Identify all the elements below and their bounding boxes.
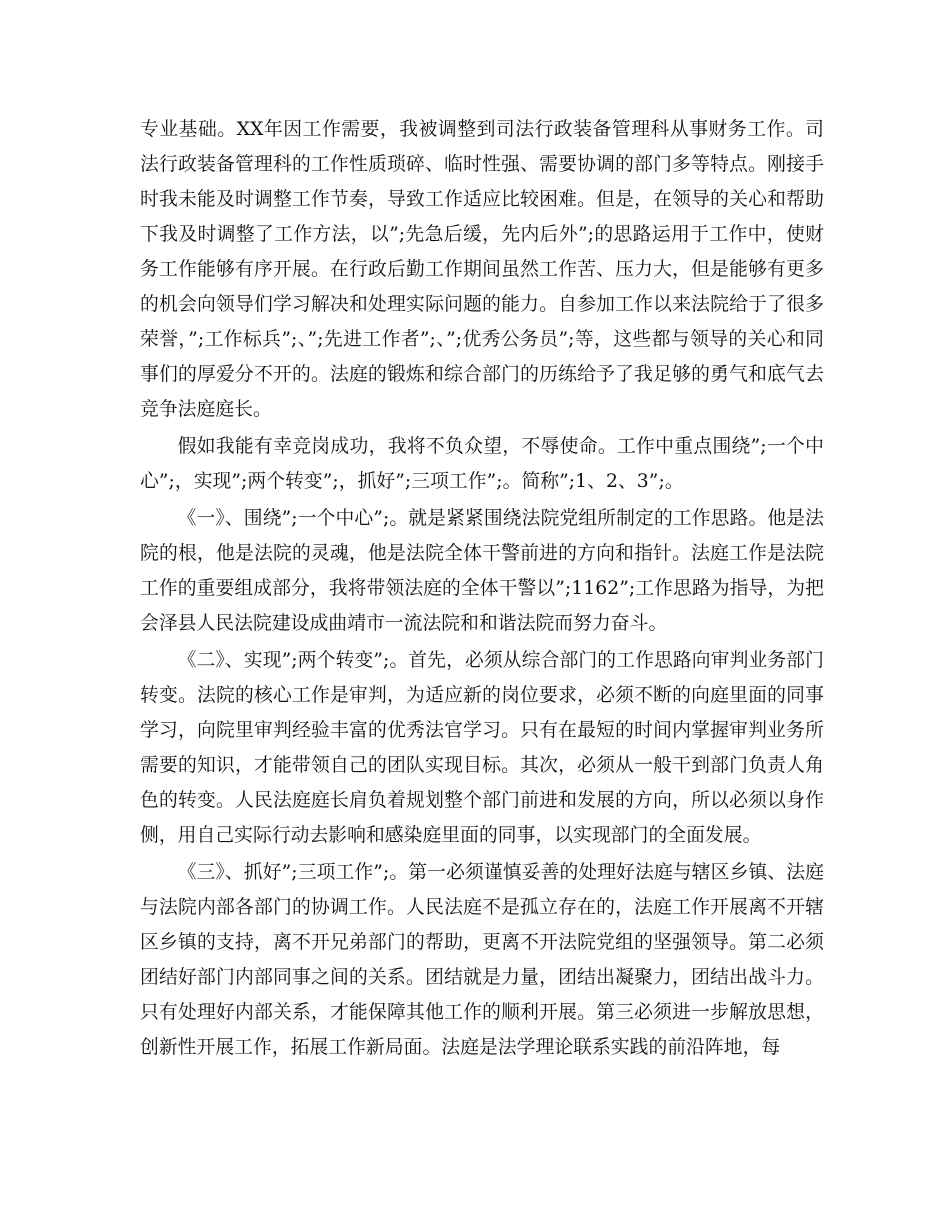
paragraph-two-transformations: 《二》、实现”;两个转变”;。首先，必须从综合部门的工作思路向审判业务部门转变。法院的核心工作是审判，为适应新的岗位要求，必须不断的向庭里面的同事学习，向院里审判经验丰富的优秀法官学习。只有在最短的时间内掌握审判业务所需要的知识，才能带领自己的团队实现目标。其次，必须从一般干到部门负责人角色的转变。人民法庭庭长肩负着规划整个部门前进和发展的方向，所以必须以身作侧，用自己实际行动去影响和感染庭里面的同事，以实现部门的全面发展。 — [140, 650, 824, 846]
paragraph-continuation: 专业基础。XX年因工作需要，我被调整到司法行政装备管理科从事财务工作。司法行政装备管理科的工作性质琐碎、临时性强、需要协调的部门多等特点。刚接手时我未能及时调整工作节奏，导致工作适应比较困难。但是，在领导的关心和帮助下我及时调整了工作方法，以”;先急后缓，先内后外”;的思路运用于工作中，使财务工作能够有序开展。在行政后勤工作期间虽然工作苦、压力大，但是能够有更多的机会向领导们学习解决和处理实际问题的能力。自参加工作以来法院给于了很多荣誉，”;工作标兵”;、”;先进工作者”;、”;优秀公务员”;等，这些都与领导的关心和同事们的厚爱分不开的。法庭的锻炼和综合部门的历练给予了我足够的勇气和底气去竞争法庭庭长。 — [140, 119, 824, 420]
document-page — [140, 112, 824, 1065]
paragraph-one-center: 《一》、围绕”;一个中心”;。就是紧紧围绕法院党组所制定的工作思路。他是法院的根，他是法院的灵魂，他是法院全体干警前进的方向和指针。法庭工作是法院工作的重要组成部分，我将带领法庭的全体干警以”;1162”;工作思路为指导，为把会泽县人民法院建设成曲靖市一流法院和和谐法院而努力奋斗。 — [140, 508, 824, 634]
paragraph-three-tasks: 《三》、抓好”;三项工作”;。第一必须谨慎妥善的处理好法庭与辖区乡镇、法庭与法院内部各部门的协调工作。人民法庭不是孤立存在的，法庭工作开展离不开辖区乡镇的支持，离不开兄弟部门的帮助，更离不开法院党组的坚强领导。第二必须团结好部门内部同事之间的关系。团结就是力量，团结出凝聚力，团结出战斗力。只有处理好内部关系，才能保障其他工作的顺利开展。第三必须进一步解放思想，创新性开展工作，拓展工作新局面。法庭是法学理论联系实践的前沿阵地，每 — [140, 862, 824, 1058]
paragraph-commitment: 假如我能有幸竞岗成功，我将不负众望，不辱使命。工作中重点围绕”;一个中心”;，实现”;两个转变”;，抓好”;三项工作”;。简称”;1、2、3”;。 — [140, 436, 824, 492]
